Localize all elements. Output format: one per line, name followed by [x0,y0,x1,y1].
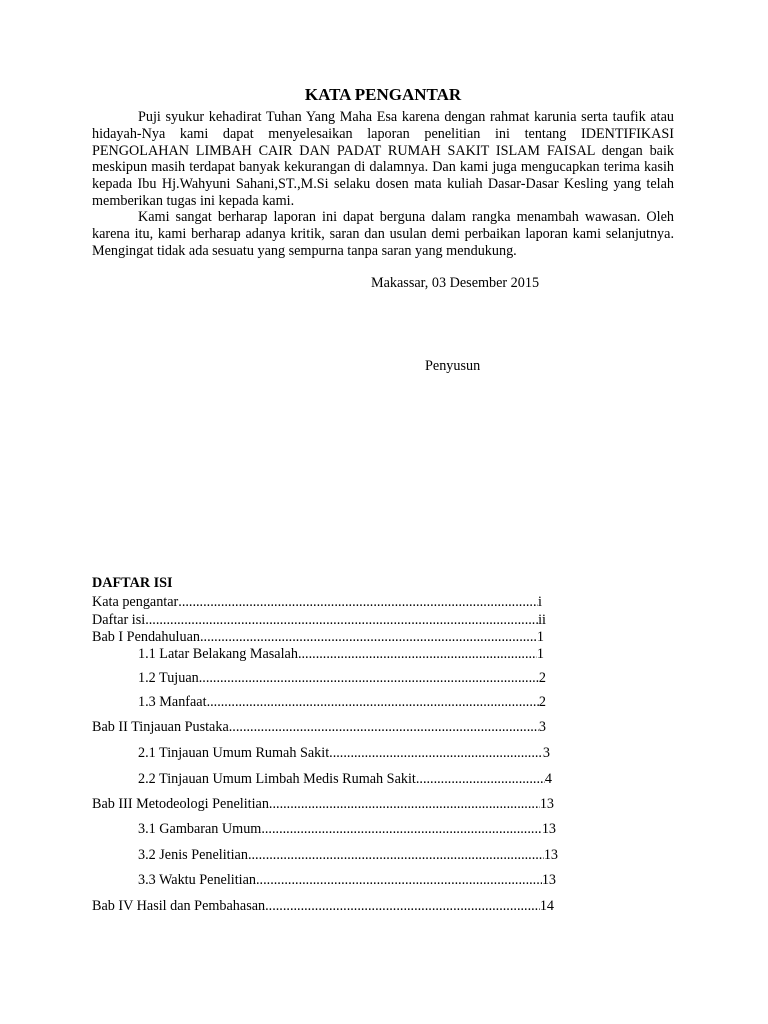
toc-leader-dots [207,694,539,711]
toc-entry-label: 3.1 Gambaran Umum [138,821,262,837]
toc-entry-label: 2.1 Tinjauan Umum Rumah Sakit [138,745,330,761]
toc-entry-label: Daftar isi [92,612,146,628]
toc-entry-page: 14 [539,898,554,914]
toc-leader-dots [329,745,543,762]
preface-paragraph-1: Puji syukur kehadirat Tuhan Yang Maha Esa karena dengan rahmat karunia serta taufik atau hidayah-Nya kami dapat menyelesaikan laporan penelitian ini tentang IDENTIFIKASI PENGOLAHAN LIMBAH CAIR DAN PADAT RUMAH SAKIT ISLAM FAISAL dengan baik meskipun masih terdapat banyak kekurangan di dalamnya. Dan kami juga mengucapkan terima kasih kepada Ibu Hj.Wahyuni Sahani,ST.,M.Si selaku dosen mata kuliah Dasar-Dasar Kesling yang telah memberikan tugas ini kepada kami. [92,109,674,209]
toc-heading: DAFTAR ISI [92,575,173,591]
toc-entry-label: Kata pengantar [92,594,179,610]
toc-entry-3-3[interactable] [138,872,556,889]
toc-entry-bab-1[interactable] [92,629,544,646]
toc-leader-dots [256,872,542,889]
toc-entry-page: ii [538,612,546,628]
toc-entry-page: 13 [539,796,554,812]
preface-paragraph-2: Kami sangat berharap laporan ini dapat berguna dalam rangka menambah wawasan. Oleh karena itu, kami berharap adanya kritik, saran dan usulan demi perbaikan laporan kami selanjutnya. Mengingat tidak ada sesuatu yang sempurna tanpa saran yang mendukung. [92,209,674,259]
toc-entry-kata-pengantar[interactable] [92,594,542,611]
toc-entry-3-1[interactable] [138,821,556,838]
toc-entry-page: 2 [538,694,546,710]
toc-entry-1-3[interactable] [138,694,546,711]
toc-leader-dots [261,821,541,838]
toc-entry-page: 13 [541,872,556,888]
toc-leader-dots [416,771,545,788]
toc-entry-bab-3[interactable] [92,796,554,813]
toc-entry-label: Bab II Tinjauan Pustaka [92,719,229,735]
toc-entry-bab-2[interactable] [92,719,546,736]
toc-entry-page: 1 [536,629,544,645]
toc-entry-page: 2 [538,670,546,686]
toc-entry-bab-4[interactable] [92,898,554,915]
toc-leader-dots [298,646,537,663]
toc-entry-label: 3.2 Jenis Penelitian [138,847,248,863]
toc-leader-dots [145,612,538,629]
toc-entry-page: 1 [536,646,544,662]
toc-entry-daftar-isi[interactable] [92,612,546,629]
toc-entry-label: Bab I Pendahuluan [92,629,200,645]
toc-entry-2-1[interactable] [138,745,550,762]
toc-entry-page: 3 [538,719,546,735]
toc-leader-dots [199,670,539,687]
toc-entry-3-2[interactable] [138,847,558,864]
toc-leader-dots [269,796,540,813]
toc-entry-page: 3 [542,745,550,761]
toc-entry-label: 3.3 Waktu Penelitian [138,872,256,888]
toc-entry-1-1[interactable] [138,646,544,663]
toc-leader-dots [229,719,539,736]
toc-entry-label: 1.1 Latar Belakang Masalah [138,646,298,662]
toc-entry-page: 13 [543,847,558,863]
signer-label: Penyusun [425,358,481,374]
toc-entry-page: i [538,594,542,610]
toc-entry-page: 4 [544,771,552,787]
toc-entry-label: Bab IV Hasil dan Pembahasan [92,898,266,914]
toc-leader-dots [178,594,538,611]
toc-entry-label: 1.3 Manfaat [138,694,207,710]
toc-leader-dots [200,629,537,646]
toc-leader-dots [265,898,540,915]
place-date: Makassar, 03 Desember 2015 [371,275,540,291]
preface-title: KATA PENGANTAR [304,85,462,104]
toc-entry-label: Bab III Metodeologi Penelitian [92,796,269,812]
toc-entry-2-2[interactable] [138,771,552,788]
toc-leader-dots [248,847,544,864]
toc-entry-1-2[interactable] [138,670,546,687]
toc-entry-label: 2.2 Tinjauan Umum Limbah Medis Rumah Sakit [138,771,416,787]
toc-entry-page: 13 [541,821,556,837]
toc-entry-label: 1.2 Tujuan [138,670,199,686]
